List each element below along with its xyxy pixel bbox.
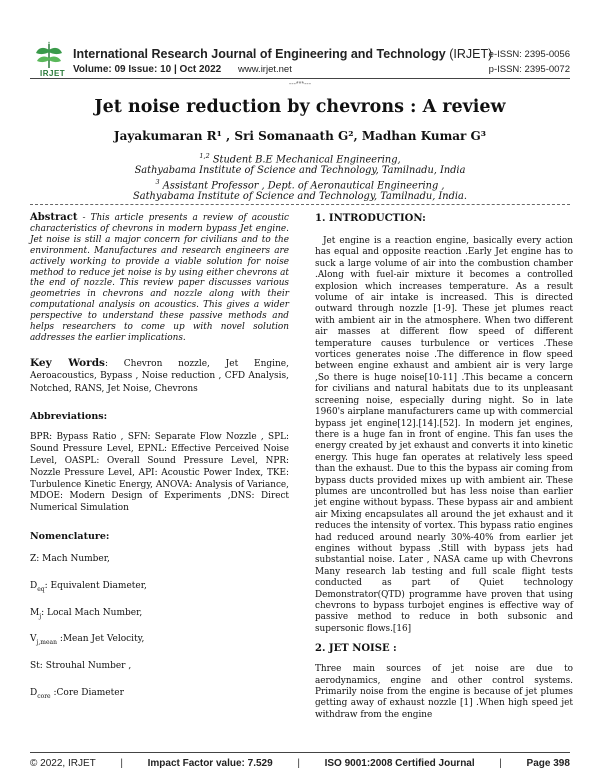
separator-stars: ---***--- xyxy=(288,81,312,88)
intro-heading: 1. INTRODUCTION: xyxy=(315,213,426,224)
footer-rule xyxy=(30,752,570,753)
footer-separator: | xyxy=(499,758,502,769)
journal-header xyxy=(30,40,570,80)
abbreviations-heading: Abbreviations: xyxy=(30,411,108,423)
footer-page-number: Page 398 xyxy=(526,758,570,769)
keywords-text: : Chevron nozzle, Jet Engine, Aeroacoustics, Bypass , Noise reduction , CFD Analysis, Notched, RANS, Jet Noise, Chevrons xyxy=(30,358,289,394)
journal-title: International Research Journal of Engineering and Technology (IRJET) xyxy=(73,47,493,61)
nomenclature-item: St: Strouhal Number , xyxy=(30,661,132,672)
footer-iso: ISO 9001:2008 Certified Journal xyxy=(324,758,475,769)
keywords xyxy=(30,357,289,396)
journal-abbr: (IRJET) xyxy=(449,47,493,61)
affiliation-line-1: $^{1,2}$ Student B.E Mechanical Engineering, xyxy=(199,152,401,166)
paper-authors: Jayakumaran R¹ , Sri Somanaath G², Madhan Kumar G³ xyxy=(113,129,487,143)
abbreviations-text: BPR: Bypass Ratio , SFN: Separate Flow Nozzle , SPL: Sound Pressure Level, EPNL: Effective Perceived Noise Level, OASPL: Overall Sound Pressure Level, NPR: Nozzle Pressure Level, API: Acoustic Power Index, TKE: Turbulence Kinetic Energy, ANOVA: Analysis of Variance, MDOE: Modern Design of Experiments ,DNS: Direct Numerical Simulation xyxy=(30,432,289,514)
paper-title: Jet noise reduction by chevrons : A review xyxy=(94,97,506,117)
footer-copyright: © 2022, IRJET xyxy=(30,758,96,769)
nomenclature-heading: Nomenclature: xyxy=(30,530,110,542)
abstract-label: Abstract xyxy=(30,212,78,223)
volume-issue: Volume: 09 Issue: 10 | Oct 2022 xyxy=(73,64,222,75)
pissn: p-ISSN: 2395-0072 xyxy=(488,64,570,75)
title-divider xyxy=(30,204,570,205)
page-footer xyxy=(30,758,570,769)
footer-impact-factor: Impact Factor value: 7.529 xyxy=(147,758,273,769)
right-column xyxy=(315,213,573,721)
header-rule xyxy=(30,78,570,79)
affiliation-line-2: Sathyabama Institute of Science and Technology, Tamilnadu, India xyxy=(134,165,466,176)
nomenclature-item: $V_{j,mean}$ :Mean Jet Velocity, xyxy=(30,634,145,647)
nomenclature-list xyxy=(30,553,289,703)
eissn: e-ISSN: 2395-0056 xyxy=(488,49,570,60)
abstract-text: - This article presents a review of acoustic characteristics of chevrons in modern bypass Jet engine. Jet noise is still a major concern for civilians and to the environment. Manufactures and research engineers are actively working to provide a viable solution for noise method to reduce jet noise is by using either chevrons at the end of nozzle. This review paper discusses various geometries in chevrons and nozzle along with their computational analysis on acoustics. This gives a wider perspective to understand these passive methods and helps researchers to come up with novel solution addresses the earlier implications. xyxy=(30,213,289,343)
left-column xyxy=(30,213,289,703)
abstract xyxy=(30,213,289,344)
nomenclature-item: Z: Mach Number, xyxy=(30,553,110,564)
footer-separator: | xyxy=(120,758,123,769)
jet-noise-body: Three main sources of jet noise are due to aerodynamics, engine and other control systems. Primarily noise from the engine is because of jet plumes getting away of exhaust nozzle [1] .When high speed jet withdraw from the engine xyxy=(315,664,573,720)
intro-body: Jet engine is a reaction engine, basically every action has equal and opposite reaction .Early Jet engine has to suck a large volume of air into the combustion chamber .Along with fuel-air mixture it becomes a controlled explosion which increases temperature. As a result volume of air intake is increased. This is directed outward through nozzle [1-9]. These jet plumes react with ambient air in the atmosphere. When two different air masses at different flow speed of different temperature causes turbulence or vertices .These vortices generates noise .The difference in flow speed between engine exhaust and ambient air is very large ,So there is huge noise[10-11] .This became a concern for civilians and natural habitats due to its unpleasant screening noise, especially during night. So in late 1960's airplane manufacturers came up with commercial bypass jet engine[12].[14].[52]. In modern jet engines, there is a huge fan in front of engine. This fan uses the energy created by jet exhaust and converts it into kinetic energy. This huge fan operates at relatively less speed than the exhaust. Due to this the bypass air coming from bypass ducts provided mixes up with ambient air. These plumes are uncontrolled but has less noise than earlier jet engine without bypass. These bypass air and ambient air Mixing encapsulates all around the jet exhaust and it reduces the intensity of vortex. This bypass ratio engines had reduced around nearly 30%-40% from earlier jet engines without bypass .Still with bypass jets had substantial noise. Later , NASA came up with Chevrons Many research lab testing and full scale flight tests conducted as part of Quiet technology Demonstrator(QTD) programme have proven that using chevrons to bypass turbojet engines is effective way of passive method to reduce in both subsonic and supersonic flows.[16] xyxy=(315,236,573,634)
nomenclature-item: $M_j$: Local Mach Number, xyxy=(30,607,143,620)
affiliation-line-3: $^3$ Assistant Professor , Dept. of Aeronautical Engineering , xyxy=(155,178,445,192)
keywords-label: Key Words xyxy=(30,356,105,369)
logo-text: IRJET xyxy=(40,69,66,78)
leaf-icon xyxy=(34,40,64,70)
nomenclature-item: $D_{core}$ :Core Diameter xyxy=(30,687,124,700)
footer-separator: | xyxy=(297,758,300,769)
irjet-logo xyxy=(34,40,64,76)
journal-url[interactable]: www.irjet.net xyxy=(238,64,292,75)
nomenclature-item: $D_{eq}$: Equivalent Diameter, xyxy=(30,580,147,593)
affiliation-line-4: Sathyabama Institute of Science and Technology, Tamilnadu, India. xyxy=(133,191,467,202)
jet-noise-heading: 2. JET NOISE : xyxy=(315,643,397,655)
